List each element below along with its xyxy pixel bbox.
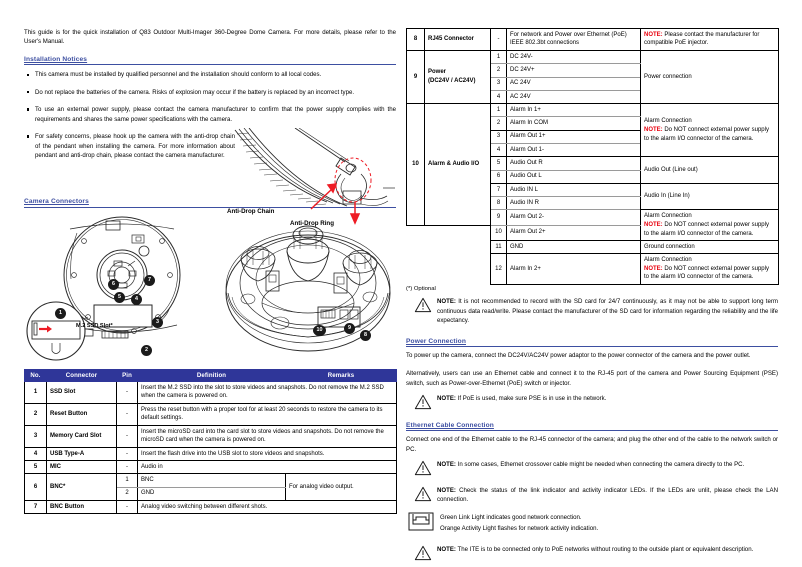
activity-light-text: Orange Activity Light flashes for network activity indication.	[440, 524, 599, 532]
row-definition: DC 24V+	[507, 64, 641, 77]
ethernet-connection-paragraph-1: Connect one end of the Ethernet cable to the RJ-45 connector of the camera; and plug the other end of the cable to the network switch or PC.	[406, 436, 778, 453]
note-label: NOTE:	[437, 460, 456, 468]
warning-triangle-icon	[414, 460, 432, 476]
left-column	[24, 28, 396, 514]
callout-3: 3	[152, 317, 163, 328]
power-connection-paragraph-1: To power up the camera, connect the DC24V/AC24V power adaptor to the power connector of the camera and the power outlet.	[406, 352, 751, 360]
intro-paragraph: This guide is for the quick installation of Q83 Outdoor Multi-Imager 360-Degree Dome Camera. For more details, please refer to the User's Manual.	[24, 29, 396, 46]
row-definition: Alarm Out 2-	[507, 210, 641, 225]
row-pin: 2	[491, 64, 507, 77]
table-row-power	[407, 50, 779, 63]
notice-item: For safety concerns, please hook up the camera with the anti-drop chain of the pendant when installing the camera. For more information about pendant and anti-drop chain, please contact the camera manufacturer.	[35, 133, 235, 159]
legend-text	[440, 512, 778, 533]
warning-triangle-icon	[414, 486, 432, 502]
row-pin: 4	[491, 90, 507, 103]
camera-inner-view-diagram	[220, 215, 395, 365]
table-row	[25, 425, 397, 447]
row-connector: BNC*	[47, 474, 117, 501]
row-no: 8	[407, 29, 425, 51]
row-definition: Alarm Out 2+	[507, 225, 641, 240]
row-definition: Alarm Out 1-	[507, 143, 641, 156]
col-header-definition: Definition	[138, 369, 286, 381]
right-column	[406, 28, 778, 561]
remark-title: Alarm Connection	[644, 213, 692, 220]
connector-name-line2: (DC24V / AC24V)	[428, 78, 476, 85]
row-remarks: For analog video output.	[286, 474, 397, 501]
power-connection-heading: Power Connection	[406, 338, 778, 348]
rj45-led-legend	[406, 512, 778, 533]
row-no: 1	[25, 381, 47, 403]
table-row-rj45	[407, 29, 779, 51]
note-text: Please contact the manufacturer for compatible PoE injector.	[644, 31, 760, 47]
note-sd-card	[406, 296, 778, 325]
row-definition: For network and Power over Ethernet (PoE) IEEE 802.3bt connections	[507, 29, 641, 51]
table-row	[25, 403, 397, 425]
row-pin: 10	[491, 225, 507, 240]
row-pin: 1	[491, 104, 507, 117]
col-header-pin: Pin	[117, 369, 138, 381]
note-content	[437, 296, 778, 325]
notice-item: To use an external power supply, please contact the camera manufacturer to confirm that the power supply complies with the requirements and shares the same power specifications with the camera.	[35, 106, 396, 123]
row-no: 10	[407, 104, 425, 226]
anti-drop-ring-label: Anti-Drop Ring	[290, 220, 334, 227]
note-content	[437, 393, 778, 403]
row-pin: -	[117, 447, 138, 460]
row-connector: SSD Slot	[47, 381, 117, 403]
remark-title: Alarm Connection	[644, 118, 692, 125]
row-pin: 2	[491, 117, 507, 130]
table-row	[25, 500, 397, 513]
note-text: If PoE is used, make sure PSE is in use in the network.	[455, 394, 607, 402]
row-connector: Reset Button	[47, 403, 117, 425]
ethernet-connection-heading: Ethernet Cable Connection	[406, 422, 778, 432]
note-content	[437, 459, 778, 469]
row-pin: 6	[491, 170, 507, 183]
optional-footnote: (*) Optional	[406, 286, 436, 293]
table-row	[25, 474, 397, 487]
row-remarks	[641, 104, 779, 157]
note-label: NOTE:	[437, 545, 456, 553]
row-definition: Audio Out R	[507, 157, 641, 170]
row-pin: 2	[117, 487, 138, 500]
table-row-alarm	[407, 254, 779, 285]
row-pin: 3	[491, 130, 507, 143]
callout-2: 2	[141, 345, 152, 356]
row-pin: -	[117, 403, 138, 425]
row-definition: Insert the microSD card into the card slot to store videos and snapshots. Do not remove the microSD card when the camera is powered on.	[138, 425, 397, 447]
remark-title: Alarm Connection	[644, 257, 692, 264]
row-remarks	[641, 29, 779, 51]
note-content	[437, 485, 778, 505]
row-remarks	[641, 210, 779, 241]
row-definition: Analog video switching between different shots.	[138, 500, 397, 513]
anti-drop-diagram	[227, 128, 398, 233]
note-crossover	[406, 459, 778, 476]
row-definition: BNC	[138, 474, 286, 487]
callout-7: 7	[144, 275, 155, 286]
row-remarks: Power connection	[641, 50, 779, 103]
note-text: Do NOT connect external power supply to the alarm I/O connector of the camera.	[644, 221, 769, 237]
row-pin: 3	[491, 77, 507, 90]
callout-4: 4	[131, 294, 142, 305]
row-pin: 5	[491, 157, 507, 170]
notice-item: This camera must be installed by qualified personnel and the installation should conform to all local codes.	[35, 70, 396, 79]
row-no: 7	[25, 500, 47, 513]
row-definition: Audio in	[138, 461, 397, 474]
row-pin: -	[491, 29, 507, 51]
callout-10: 10	[313, 325, 326, 336]
note-text: Do NOT connect external power supply to the alarm I/O connector of the camera.	[644, 126, 769, 142]
callout-8: 8	[360, 330, 371, 341]
note-label: NOTE:	[644, 31, 663, 38]
row-definition: DC 24V-	[507, 50, 641, 63]
row-pin: 1	[117, 474, 138, 487]
table-row	[25, 461, 397, 474]
row-definition: GND	[138, 487, 286, 500]
row-connector: USB Type-A	[47, 447, 117, 460]
link-light-text: Green Link Light indicates good network connection.	[440, 514, 582, 522]
row-pin: -	[117, 500, 138, 513]
row-remarks: Audio Out (Line out)	[641, 157, 779, 184]
row-pin: 1	[491, 50, 507, 63]
row-remarks	[641, 254, 779, 285]
col-header-connector: Connector	[47, 369, 117, 381]
camera-top-view-diagram	[22, 213, 222, 363]
callout-9: 9	[344, 323, 355, 334]
note-label: NOTE:	[437, 394, 456, 402]
table-row	[25, 381, 397, 403]
note-poe	[406, 393, 778, 410]
row-connector: RJ45 Connector	[425, 29, 491, 51]
row-no: 9	[407, 50, 425, 103]
row-pin: 11	[491, 241, 507, 254]
note-leds	[406, 485, 778, 505]
note-text: Do NOT connect external power supply to the alarm I/O connector of the camera.	[644, 265, 769, 281]
connector-table-left	[24, 369, 397, 514]
table-row	[25, 447, 397, 460]
row-remarks: Audio In (Line In)	[641, 183, 779, 210]
row-no: 6	[25, 474, 47, 501]
row-definition: Insert the M.2 SSD into the slot to store videos and snapshots. Do not remove the M.2 SSD when the camera is powered on.	[138, 381, 397, 403]
col-header-no: No.	[25, 369, 47, 381]
row-definition: AC 24V	[507, 90, 641, 103]
warning-triangle-icon	[414, 394, 432, 410]
note-label: NOTE:	[644, 126, 663, 133]
row-connector	[425, 50, 491, 103]
callout-1: 1	[55, 308, 66, 319]
note-label: NOTE:	[437, 298, 456, 306]
warning-triangle-icon	[414, 297, 432, 313]
notice-item: Do not replace the batteries of the camera. Risks of explosion may occur if the battery is replaced by an incorrect type.	[35, 88, 396, 97]
note-text: It is not recommended to record with the SD card for 24/7 continuously, as it may not be able to support long term continuous data read/write. Please contact the manufacturer of the SD card for information regarding the reliability and the life expectancy.	[437, 298, 778, 325]
row-definition: Audio IN L	[507, 183, 641, 196]
row-no: 2	[25, 403, 47, 425]
ssd-slot-label: M.2 SSD Slot*	[76, 322, 113, 329]
row-connector: Alarm & Audio I/O	[425, 104, 491, 226]
camera-diagram-area	[24, 213, 396, 365]
row-definition: Audio IN R	[507, 197, 641, 210]
row-remarks: Ground connection	[641, 241, 779, 254]
rj45-port-icon	[408, 512, 434, 531]
row-definition: GND	[507, 241, 641, 254]
camera-connectors-heading: Camera Connectors	[24, 198, 396, 208]
row-no: 4	[25, 447, 47, 460]
row-no: 3	[25, 425, 47, 447]
row-connector: Memory Card Slot	[47, 425, 117, 447]
col-header-remarks: Remarks	[286, 369, 397, 381]
row-pin: 7	[491, 183, 507, 196]
row-definition: Press the reset button with a proper tool for at least 20 seconds to restore the camera to its default settings.	[138, 403, 397, 425]
row-pin: -	[117, 381, 138, 403]
anti-drop-chain-label: Anti-Drop Chain	[227, 208, 275, 215]
note-label: NOTE:	[437, 486, 456, 494]
row-pin: 4	[491, 143, 507, 156]
note-ite	[406, 544, 778, 561]
connector-table-right	[406, 28, 779, 285]
row-definition: AC 24V	[507, 77, 641, 90]
installation-notices-heading: Installation Notices	[24, 56, 396, 66]
row-definition: Insert the flash drive into the USB slot to store videos and snapshots.	[138, 447, 397, 460]
connector-name-line1: Power	[428, 69, 447, 76]
note-content	[437, 544, 778, 554]
note-text: Check the status of the link indicator and activity indicator LEDs. If the LEDs are unlit, please check the LAN connection.	[437, 486, 778, 503]
row-definition: Alarm In 1+	[507, 104, 641, 117]
note-text: The ITE is to be connected only to PoE networks without routing to the outside plant or equivalent description.	[455, 545, 754, 553]
row-connector: MIC	[47, 461, 117, 474]
note-label: NOTE:	[644, 221, 663, 228]
row-pin: 9	[491, 210, 507, 225]
row-definition: Alarm Out 1+	[507, 130, 641, 143]
warning-triangle-icon	[414, 545, 432, 561]
callout-5: 5	[114, 292, 125, 303]
callout-6: 6	[108, 279, 119, 290]
row-definition: Alarm In COM	[507, 117, 641, 130]
table-header-row	[25, 369, 397, 381]
row-pin: 12	[491, 254, 507, 285]
row-definition: Alarm In 2+	[507, 254, 641, 285]
table-row-alarm	[407, 241, 779, 254]
row-no: 5	[25, 461, 47, 474]
row-definition: Audio Out L	[507, 170, 641, 183]
row-pin: -	[117, 461, 138, 474]
power-connection-paragraph-2: Alternatively, users can use an Ethernet cable and connect it to the RJ-45 port of the camera and Power Sourcing Equipment (PSE) switch, such as Power-over-Ethernet (PoE) switch or injector.	[406, 370, 778, 387]
row-connector: BNC Button	[47, 500, 117, 513]
row-pin: 8	[491, 197, 507, 210]
table-row-alarm	[407, 104, 779, 117]
note-label: NOTE:	[644, 265, 663, 272]
note-text: In some cases, Ethernet crossover cable might be needed when connecting the camera directly to the PC.	[455, 460, 745, 468]
row-pin: -	[117, 425, 138, 447]
